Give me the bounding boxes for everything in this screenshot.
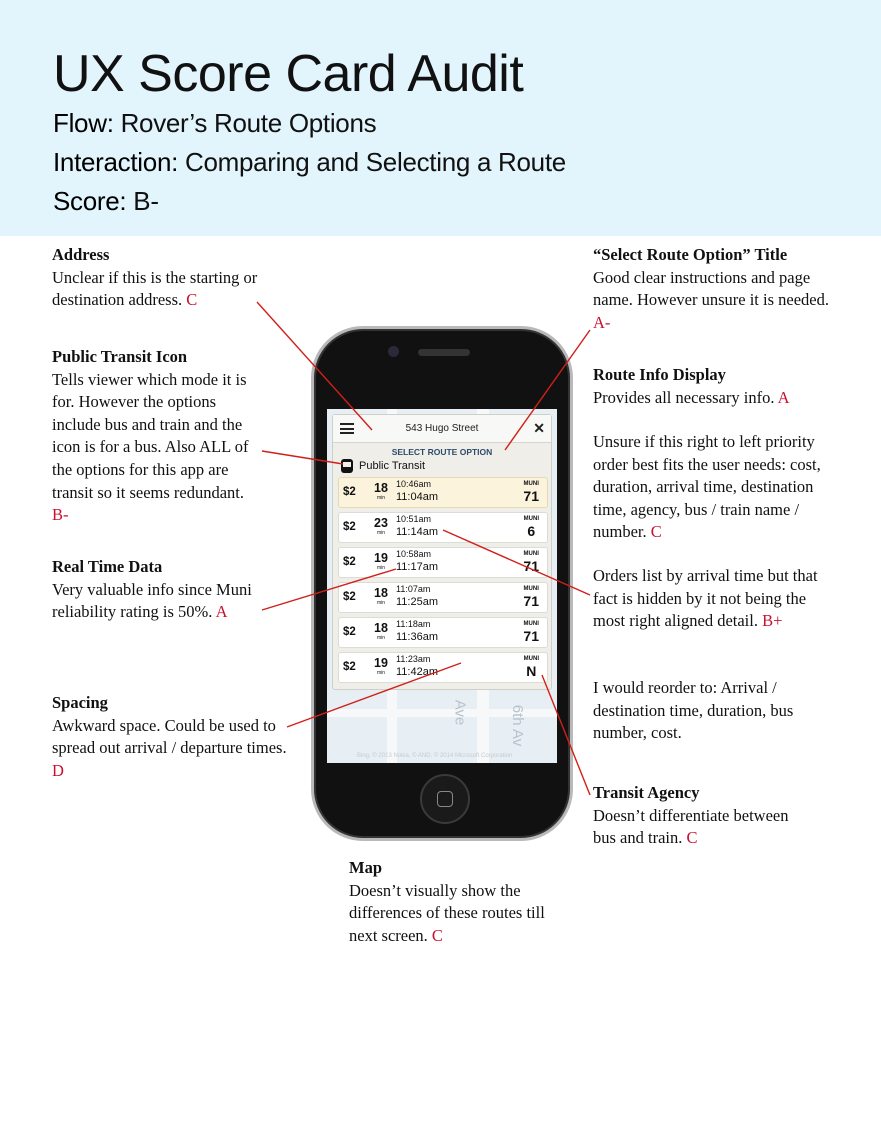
- close-icon[interactable]: ✕: [533, 420, 545, 436]
- flow-label: Flow:: [53, 108, 114, 138]
- annotation-text: I would reorder to: Arrival / destination time, duration, bus number, cost.: [593, 678, 794, 743]
- line-number: 71: [523, 558, 539, 574]
- annotation-orders-list: [593, 565, 828, 633]
- score-line: [53, 186, 159, 216]
- depart-time: 10:58am: [396, 549, 432, 559]
- arrive-time: 11:17am: [396, 561, 438, 573]
- annotation-map: [349, 857, 559, 947]
- line-number: N: [526, 663, 537, 679]
- flow-line: [53, 108, 376, 138]
- agency-name: MUNI: [523, 586, 539, 592]
- line-number: 71: [523, 628, 539, 644]
- route-cost: $2: [343, 556, 356, 568]
- annotation-route-info-display: [593, 364, 833, 409]
- route-option-row[interactable]: [338, 512, 548, 543]
- annotation-transit-agency: [593, 782, 803, 850]
- interaction-line: [53, 147, 566, 177]
- route-agency: [523, 586, 539, 609]
- route-panel: [332, 414, 552, 690]
- annotation-title: Public Transit Icon: [52, 347, 188, 366]
- route-duration: [372, 657, 390, 676]
- route-agency: [524, 656, 539, 679]
- route-duration: [372, 587, 390, 606]
- duration-unit: min: [376, 635, 386, 641]
- app-screen: [327, 409, 557, 763]
- depart-time: 10:46am: [396, 479, 432, 489]
- route-cost: $2: [343, 626, 356, 638]
- annotation-reorder: [593, 677, 833, 745]
- grade: C: [686, 828, 698, 848]
- bus-icon: [341, 459, 353, 473]
- grade: C: [650, 522, 662, 542]
- line-number: 71: [523, 593, 539, 609]
- annotation-title: Address: [52, 245, 110, 264]
- map-attribution: Bing, © 2013 Nokia, © AND, © 2014 Microsoft Corporation: [357, 753, 513, 759]
- duration-value: 19: [374, 656, 388, 670]
- line-number: 71: [523, 488, 539, 504]
- duration-unit: min: [376, 530, 386, 536]
- grade: A: [777, 387, 790, 407]
- annotation-title: Transit Agency: [593, 783, 700, 802]
- score-label: Score:: [53, 186, 127, 216]
- annotation-title: Real Time Data: [52, 557, 163, 576]
- annotation-address: [52, 244, 277, 312]
- agency-name: MUNI: [523, 656, 539, 662]
- route-option-row[interactable]: [338, 477, 548, 508]
- section-title: SELECT ROUTE OPTION: [391, 447, 493, 457]
- annotation-real-time-data: [52, 556, 282, 624]
- arrive-time: 11:25am: [396, 596, 438, 608]
- duration-value: 19: [374, 551, 388, 565]
- route-option-row[interactable]: [338, 547, 548, 578]
- annotation-text: Provides all necessary info.: [593, 387, 775, 407]
- route-duration: [372, 517, 390, 536]
- annotation-text: Orders list by arrival time but that fact is hidden by it not being the most right aligned detail.: [593, 566, 818, 631]
- duration-unit: min: [376, 495, 386, 501]
- agency-name: MUNI: [523, 516, 539, 522]
- route-cost: $2: [343, 661, 356, 673]
- mode-text: Public Transit: [359, 460, 426, 472]
- annotation-text: Unsure if this right to left priority order best fits the user needs: cost, duration, arrival time, destination time, agency, bus / train name / number.: [593, 432, 821, 542]
- depart-time: 11:23am: [396, 654, 431, 664]
- duration-value: 18: [374, 586, 388, 600]
- annotation-text: Tells viewer which mode it is for. However the options include bus and train and the icon is for a bus. Also ALL of the options for this app are transit so it seems redundant.: [52, 369, 249, 502]
- arrive-time: 11:04am: [396, 491, 438, 503]
- arrive-time: 11:36am: [396, 631, 438, 643]
- annotation-text: Doesn’t differentiate between bus and train.: [593, 805, 789, 848]
- annotation-title: “Select Route Option” Title: [593, 245, 788, 264]
- annotation-title: Spacing: [52, 693, 108, 712]
- route-cost: $2: [343, 486, 356, 498]
- route-duration: [372, 552, 390, 571]
- grade: B+: [762, 611, 783, 631]
- route-cost: $2: [343, 521, 356, 533]
- duration-value: 18: [374, 481, 388, 495]
- route-duration: [372, 622, 390, 641]
- grade: C: [186, 290, 198, 310]
- route-option-row[interactable]: [338, 582, 548, 613]
- annotation-public-transit-icon: [52, 346, 264, 527]
- arrive-time: 11:14am: [396, 526, 438, 538]
- annotation-priority-order: [593, 431, 833, 544]
- route-cost: $2: [343, 591, 356, 603]
- annotation-select-route-title: [593, 244, 833, 334]
- route-agency: [523, 621, 539, 644]
- map-street-label: 6th Av: [509, 704, 527, 747]
- depart-time: 11:18am: [396, 619, 431, 629]
- grade: C: [431, 925, 443, 945]
- home-button: [420, 774, 470, 824]
- route-agency: [524, 516, 539, 539]
- route-option-row[interactable]: [338, 617, 548, 648]
- annotation-text: Very valuable info since Muni reliability rating is 50%.: [52, 579, 252, 622]
- annotation-title: Map: [349, 858, 382, 877]
- annotation-text: Good clear instructions and page name. However unsure it is needed.: [593, 267, 829, 310]
- interaction-value: Comparing and Selecting a Route: [184, 147, 566, 177]
- depart-time: 11:07am: [396, 584, 431, 594]
- page-title: UX Score Card Audit: [53, 45, 524, 103]
- route-duration: [372, 482, 390, 501]
- duration-value: 23: [374, 516, 388, 530]
- mode-label: [341, 459, 425, 473]
- annotation-text: Awkward space. Could be used to spread out arrival / departure times.: [52, 715, 287, 758]
- agency-name: MUNI: [523, 621, 539, 627]
- annotation-spacing: [52, 692, 292, 782]
- grade: A-: [593, 312, 611, 332]
- route-agency: [523, 481, 539, 504]
- speaker: [418, 349, 470, 356]
- interaction-label: Interaction:: [53, 147, 179, 177]
- annotation-text: Doesn’t visually show the differences of these routes till next screen.: [349, 880, 545, 945]
- header-banner: [0, 0, 881, 236]
- agency-name: MUNI: [523, 551, 539, 557]
- score-value: B-: [133, 186, 159, 216]
- line-number: 6: [527, 523, 536, 539]
- address-title[interactable]: 543 Hugo Street: [405, 423, 479, 434]
- depart-time: 10:51am: [396, 514, 432, 524]
- annotation-title: Route Info Display: [593, 365, 726, 384]
- arrive-time: 11:42am: [396, 666, 438, 678]
- route-agency: [523, 551, 539, 574]
- grade: D: [52, 760, 64, 780]
- duration-unit: min: [376, 670, 386, 676]
- grade: A: [215, 602, 228, 622]
- grade: B-: [52, 505, 69, 525]
- route-option-row[interactable]: [338, 652, 548, 683]
- flow-value: Rover’s Route Options: [120, 108, 377, 138]
- agency-name: MUNI: [523, 481, 539, 487]
- duration-unit: min: [376, 600, 386, 606]
- annotation-text: Unclear if this is the starting or destination address.: [52, 267, 258, 310]
- duration-unit: min: [376, 565, 386, 571]
- duration-value: 18: [374, 621, 388, 635]
- hamburger-menu-icon[interactable]: [340, 423, 354, 434]
- map-street-label: Ave: [451, 699, 469, 726]
- camera: [388, 346, 399, 357]
- top-bar: [333, 415, 551, 443]
